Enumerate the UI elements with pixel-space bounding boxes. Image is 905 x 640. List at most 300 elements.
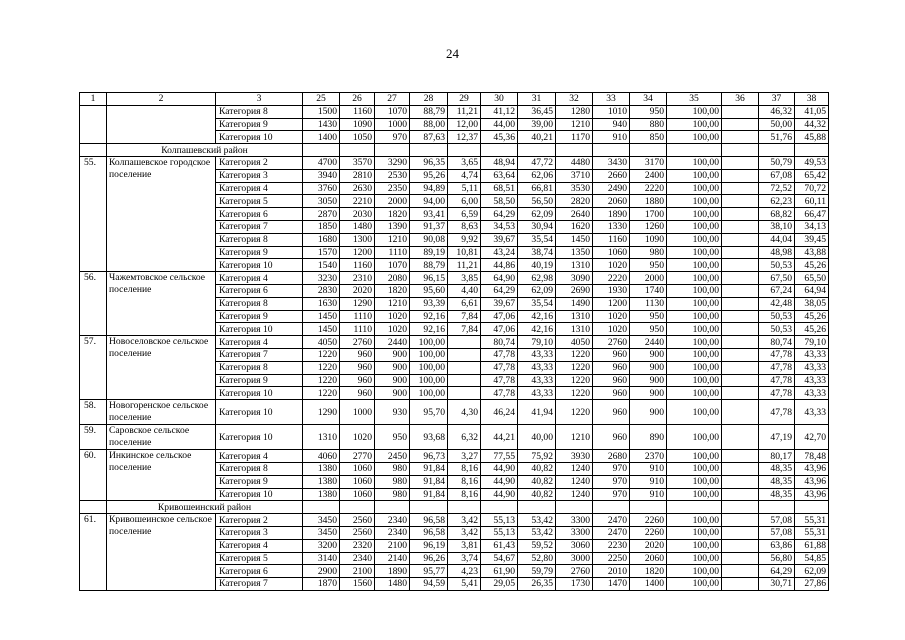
- value-cell: 3230: [303, 272, 340, 285]
- value-cell: 1000: [375, 118, 410, 131]
- value-cell: 100,00: [667, 182, 722, 195]
- value-cell: 960: [593, 400, 630, 425]
- category-cell: Категория 10: [216, 400, 303, 425]
- value-cell: 960: [340, 361, 375, 374]
- value-cell: 980: [375, 462, 410, 475]
- value-cell: 900: [630, 361, 667, 374]
- header-cell: 27: [375, 93, 410, 106]
- value-cell: 1540: [303, 259, 340, 272]
- value-cell: 2440: [375, 336, 410, 349]
- value-cell: 48,35: [759, 462, 795, 475]
- value-cell: 53,42: [518, 526, 556, 539]
- value-cell: 54,85: [795, 552, 829, 565]
- value-cell: 3,42: [448, 526, 481, 539]
- value-cell: 96,19: [410, 539, 448, 552]
- value-cell: 1380: [303, 462, 340, 475]
- value-cell: 2560: [340, 526, 375, 539]
- header-cell: 1: [80, 93, 107, 106]
- settlement-name: Саровское сельское поселение: [107, 425, 216, 450]
- value-cell: 91,37: [410, 220, 448, 233]
- value-cell: 4,23: [448, 565, 481, 578]
- value-cell: 64,90: [481, 272, 518, 285]
- value-cell: 48,35: [759, 488, 795, 501]
- value-cell: 2640: [556, 208, 593, 221]
- value-cell: 3710: [556, 169, 593, 182]
- value-cell: 49,53: [795, 156, 829, 169]
- value-cell: 950: [630, 323, 667, 336]
- value-cell: 1630: [303, 297, 340, 310]
- value-cell: 5,11: [448, 182, 481, 195]
- value-cell: 1470: [593, 578, 630, 591]
- value-cell: 970: [593, 462, 630, 475]
- region-empty-cell: [80, 144, 107, 157]
- settlement-number: 59.: [80, 425, 107, 450]
- value-cell: [722, 182, 759, 195]
- region-empty-cell: [303, 501, 340, 514]
- value-cell: 92,16: [410, 323, 448, 336]
- value-cell: 47,78: [759, 348, 795, 361]
- value-cell: 26,35: [518, 578, 556, 591]
- value-cell: 11,21: [448, 105, 481, 118]
- value-cell: 44,21: [481, 425, 518, 450]
- value-cell: [722, 336, 759, 349]
- value-cell: 11,21: [448, 259, 481, 272]
- value-cell: 2060: [630, 552, 667, 565]
- value-cell: 64,94: [795, 284, 829, 297]
- value-cell: 1380: [303, 488, 340, 501]
- value-cell: [722, 297, 759, 310]
- value-cell: 1300: [340, 233, 375, 246]
- value-cell: 3530: [556, 182, 593, 195]
- value-cell: 1160: [593, 233, 630, 246]
- value-cell: 960: [593, 361, 630, 374]
- value-cell: 80,74: [759, 336, 795, 349]
- value-cell: 51,76: [759, 131, 795, 144]
- value-cell: [722, 233, 759, 246]
- value-cell: 2490: [593, 182, 630, 195]
- value-cell: 1310: [556, 310, 593, 323]
- value-cell: 880: [630, 118, 667, 131]
- region-empty-cell: [375, 501, 410, 514]
- value-cell: 95,77: [410, 565, 448, 578]
- value-cell: [722, 374, 759, 387]
- value-cell: [722, 539, 759, 552]
- value-cell: 1310: [303, 425, 340, 450]
- value-cell: 30,71: [759, 578, 795, 591]
- value-cell: 47,78: [759, 374, 795, 387]
- value-cell: 890: [630, 425, 667, 450]
- value-cell: 1220: [303, 361, 340, 374]
- value-cell: 27,86: [795, 578, 829, 591]
- value-cell: 60,11: [795, 195, 829, 208]
- value-cell: 3050: [303, 195, 340, 208]
- value-cell: 43,33: [795, 400, 829, 425]
- value-cell: 1290: [303, 400, 340, 425]
- value-cell: 2340: [375, 514, 410, 527]
- value-cell: 43,33: [795, 348, 829, 361]
- category-cell: Категория 6: [216, 565, 303, 578]
- value-cell: 3450: [303, 526, 340, 539]
- value-cell: 3,74: [448, 552, 481, 565]
- value-cell: [722, 425, 759, 450]
- value-cell: [722, 310, 759, 323]
- value-cell: 43,24: [481, 246, 518, 259]
- value-cell: 100,00: [667, 387, 722, 400]
- value-cell: [448, 361, 481, 374]
- value-cell: 43,33: [795, 387, 829, 400]
- category-cell: Категория 6: [216, 284, 303, 297]
- value-cell: 36,45: [518, 105, 556, 118]
- category-cell: Категория 10: [216, 387, 303, 400]
- value-cell: 960: [593, 387, 630, 400]
- value-cell: 72,52: [759, 182, 795, 195]
- value-cell: 46,32: [759, 105, 795, 118]
- value-cell: [722, 131, 759, 144]
- value-cell: 89,19: [410, 246, 448, 259]
- header-cell: 34: [630, 93, 667, 106]
- value-cell: 4700: [303, 156, 340, 169]
- region-empty-cell: [593, 501, 630, 514]
- value-cell: 4480: [556, 156, 593, 169]
- value-cell: 65,50: [795, 272, 829, 285]
- category-cell: Категория 10: [216, 323, 303, 336]
- value-cell: 1260: [630, 220, 667, 233]
- value-cell: 80,74: [481, 336, 518, 349]
- value-cell: 1020: [593, 323, 630, 336]
- value-cell: 44,90: [481, 462, 518, 475]
- value-cell: 930: [375, 400, 410, 425]
- value-cell: 62,09: [518, 208, 556, 221]
- category-cell: Категория 5: [216, 552, 303, 565]
- value-cell: 100,00: [667, 284, 722, 297]
- value-cell: 3430: [593, 156, 630, 169]
- header-cell: 28: [410, 93, 448, 106]
- value-cell: 980: [630, 246, 667, 259]
- value-cell: [722, 169, 759, 182]
- value-cell: 38,74: [518, 246, 556, 259]
- value-cell: 1390: [375, 220, 410, 233]
- value-cell: 8,16: [448, 475, 481, 488]
- table-row: [80, 105, 829, 118]
- value-cell: 6,59: [448, 208, 481, 221]
- category-cell: Категория 5: [216, 195, 303, 208]
- value-cell: 1020: [593, 310, 630, 323]
- value-cell: 44,32: [795, 118, 829, 131]
- value-cell: 43,96: [795, 488, 829, 501]
- value-cell: 57,08: [759, 526, 795, 539]
- value-cell: 3450: [303, 514, 340, 527]
- value-cell: 50,53: [759, 259, 795, 272]
- settlement-number: 55.: [80, 156, 107, 271]
- value-cell: 29,05: [481, 578, 518, 591]
- value-cell: 96,58: [410, 514, 448, 527]
- value-cell: 47,72: [518, 156, 556, 169]
- value-cell: 900: [375, 361, 410, 374]
- table-row: [80, 450, 829, 463]
- region-empty-cell: [556, 144, 593, 157]
- value-cell: [448, 374, 481, 387]
- value-cell: 91,84: [410, 475, 448, 488]
- region-empty-cell: [518, 144, 556, 157]
- value-cell: [722, 387, 759, 400]
- value-cell: 100,00: [667, 475, 722, 488]
- value-cell: 100,00: [667, 246, 722, 259]
- value-cell: 960: [340, 348, 375, 361]
- category-cell: Категория 9: [216, 310, 303, 323]
- value-cell: 1930: [593, 284, 630, 297]
- value-cell: [722, 323, 759, 336]
- value-cell: 100,00: [667, 272, 722, 285]
- category-cell: Категория 10: [216, 425, 303, 450]
- region-empty-cell: [375, 144, 410, 157]
- value-cell: 2100: [375, 539, 410, 552]
- region-row: [80, 501, 829, 514]
- category-cell: Категория 7: [216, 578, 303, 591]
- value-cell: 64,29: [481, 284, 518, 297]
- value-cell: 39,45: [795, 233, 829, 246]
- value-cell: 2220: [593, 272, 630, 285]
- value-cell: 62,09: [795, 565, 829, 578]
- value-cell: 1700: [630, 208, 667, 221]
- value-cell: 43,88: [795, 246, 829, 259]
- settlement-name: Новоселовское сельское поселение: [107, 336, 216, 400]
- category-cell: Категория 8: [216, 462, 303, 475]
- value-cell: 960: [593, 425, 630, 450]
- region-empty-cell: [340, 144, 375, 157]
- value-cell: 100,00: [667, 348, 722, 361]
- category-cell: Категория 8: [216, 297, 303, 310]
- value-cell: 100,00: [667, 565, 722, 578]
- value-cell: 100,00: [667, 462, 722, 475]
- value-cell: 960: [593, 374, 630, 387]
- value-cell: [722, 526, 759, 539]
- value-cell: 2260: [630, 514, 667, 527]
- value-cell: 4060: [303, 450, 340, 463]
- value-cell: 57,08: [759, 514, 795, 527]
- region-empty-cell: [759, 501, 795, 514]
- settlement-number: 56.: [80, 272, 107, 336]
- value-cell: 42,16: [518, 323, 556, 336]
- value-cell: 1210: [375, 297, 410, 310]
- value-cell: 2250: [593, 552, 630, 565]
- value-cell: [448, 387, 481, 400]
- value-cell: 910: [630, 475, 667, 488]
- value-cell: 43,33: [518, 374, 556, 387]
- value-cell: 100,00: [667, 105, 722, 118]
- value-cell: 41,12: [481, 105, 518, 118]
- value-cell: 61,43: [481, 539, 518, 552]
- category-cell: Категория 7: [216, 348, 303, 361]
- value-cell: 67,50: [759, 272, 795, 285]
- value-cell: 2370: [630, 450, 667, 463]
- value-cell: 2820: [556, 195, 593, 208]
- value-cell: 900: [630, 387, 667, 400]
- value-cell: 63,64: [481, 169, 518, 182]
- value-cell: 94,89: [410, 182, 448, 195]
- value-cell: 55,13: [481, 526, 518, 539]
- value-cell: [722, 348, 759, 361]
- value-cell: 2900: [303, 565, 340, 578]
- value-cell: 1220: [556, 374, 593, 387]
- table-row: [80, 425, 829, 450]
- value-cell: 66,47: [795, 208, 829, 221]
- header-cell: 35: [667, 93, 722, 106]
- value-cell: 1020: [340, 425, 375, 450]
- header-cell: 26: [340, 93, 375, 106]
- value-cell: 1400: [630, 578, 667, 591]
- value-cell: 100,00: [667, 208, 722, 221]
- value-cell: 55,13: [481, 514, 518, 527]
- value-cell: 2760: [593, 336, 630, 349]
- value-cell: [722, 220, 759, 233]
- value-cell: 1070: [375, 259, 410, 272]
- value-cell: 39,00: [518, 118, 556, 131]
- value-cell: 68,51: [481, 182, 518, 195]
- category-cell: Категория 2: [216, 514, 303, 527]
- value-cell: 100,00: [667, 552, 722, 565]
- value-cell: 1020: [375, 323, 410, 336]
- value-cell: [722, 272, 759, 285]
- value-cell: [722, 208, 759, 221]
- value-cell: 1010: [593, 105, 630, 118]
- value-cell: 2470: [593, 526, 630, 539]
- value-cell: 980: [375, 488, 410, 501]
- value-cell: 1060: [340, 475, 375, 488]
- value-cell: 2440: [630, 336, 667, 349]
- value-cell: [722, 195, 759, 208]
- value-cell: 100,00: [667, 526, 722, 539]
- value-cell: 55,31: [795, 526, 829, 539]
- value-cell: 100,00: [667, 488, 722, 501]
- value-cell: 960: [593, 348, 630, 361]
- region-empty-cell: [667, 144, 722, 157]
- header-cell: 33: [593, 93, 630, 106]
- value-cell: 2310: [340, 272, 375, 285]
- value-cell: 2810: [340, 169, 375, 182]
- value-cell: 2060: [593, 195, 630, 208]
- table-row: [80, 156, 829, 169]
- value-cell: 41,05: [795, 105, 829, 118]
- value-cell: 100,00: [667, 450, 722, 463]
- region-empty-cell: [303, 144, 340, 157]
- value-cell: 47,78: [481, 387, 518, 400]
- category-cell: Категория 9: [216, 246, 303, 259]
- value-cell: 1450: [556, 233, 593, 246]
- region-empty-cell: [518, 501, 556, 514]
- value-cell: 2350: [375, 182, 410, 195]
- value-cell: 67,08: [759, 169, 795, 182]
- value-cell: 1210: [375, 233, 410, 246]
- value-cell: [722, 246, 759, 259]
- value-cell: 950: [630, 259, 667, 272]
- value-cell: 1020: [375, 310, 410, 323]
- value-cell: 45,26: [795, 323, 829, 336]
- value-cell: 91,84: [410, 462, 448, 475]
- value-cell: 58,50: [481, 195, 518, 208]
- value-cell: 2020: [340, 284, 375, 297]
- settlement-number: 61.: [80, 514, 107, 591]
- category-cell: Категория 6: [216, 208, 303, 221]
- value-cell: 1220: [556, 361, 593, 374]
- value-cell: 100,00: [410, 348, 448, 361]
- value-cell: 900: [630, 348, 667, 361]
- value-cell: 1210: [556, 425, 593, 450]
- value-cell: 47,78: [481, 361, 518, 374]
- header-cell: 37: [759, 93, 795, 106]
- value-cell: 40,19: [518, 259, 556, 272]
- header-cell: 32: [556, 93, 593, 106]
- value-cell: 96,15: [410, 272, 448, 285]
- value-cell: 47,78: [481, 374, 518, 387]
- value-cell: 2680: [593, 450, 630, 463]
- value-cell: [448, 348, 481, 361]
- value-cell: 10,81: [448, 246, 481, 259]
- value-cell: 100,00: [410, 361, 448, 374]
- settlement-name: Инкинское сельское поселение: [107, 450, 216, 501]
- value-cell: 1090: [630, 233, 667, 246]
- value-cell: 50,79: [759, 156, 795, 169]
- value-cell: 100,00: [667, 156, 722, 169]
- value-cell: 95,60: [410, 284, 448, 297]
- value-cell: 3300: [556, 526, 593, 539]
- value-cell: 960: [340, 374, 375, 387]
- value-cell: 43,33: [518, 361, 556, 374]
- value-cell: 44,04: [759, 233, 795, 246]
- settlement-name: Чажемтовское сельское поселение: [107, 272, 216, 336]
- value-cell: 44,90: [481, 488, 518, 501]
- region-empty-cell: [722, 501, 759, 514]
- value-cell: 1220: [556, 400, 593, 425]
- value-cell: 900: [375, 348, 410, 361]
- value-cell: 4,40: [448, 284, 481, 297]
- value-cell: 3,42: [448, 514, 481, 527]
- value-cell: 100,00: [667, 220, 722, 233]
- value-cell: 900: [630, 400, 667, 425]
- region-label: Кривошеинский район: [107, 501, 303, 514]
- value-cell: 1820: [630, 565, 667, 578]
- value-cell: 47,06: [481, 310, 518, 323]
- value-cell: 1890: [593, 208, 630, 221]
- value-cell: 1220: [303, 348, 340, 361]
- value-cell: 2340: [375, 526, 410, 539]
- value-cell: 8,16: [448, 462, 481, 475]
- value-cell: 78,48: [795, 450, 829, 463]
- value-cell: 1290: [340, 297, 375, 310]
- value-cell: 91,84: [410, 488, 448, 501]
- value-cell: 9,92: [448, 233, 481, 246]
- value-cell: 2210: [340, 195, 375, 208]
- value-cell: 2220: [630, 182, 667, 195]
- value-cell: 1220: [556, 387, 593, 400]
- value-cell: 2000: [375, 195, 410, 208]
- region-empty-cell: [448, 144, 481, 157]
- value-cell: 59,79: [518, 565, 556, 578]
- region-label: Колпашевский район: [107, 144, 303, 157]
- value-cell: 62,23: [759, 195, 795, 208]
- value-cell: 47,78: [759, 361, 795, 374]
- value-cell: 1110: [375, 246, 410, 259]
- value-cell: 100,00: [667, 297, 722, 310]
- value-cell: 7,84: [448, 310, 481, 323]
- value-cell: 48,94: [481, 156, 518, 169]
- value-cell: 94,59: [410, 578, 448, 591]
- category-cell: Категория 4: [216, 272, 303, 285]
- value-cell: 1240: [556, 488, 593, 501]
- value-cell: 3090: [556, 272, 593, 285]
- value-cell: 2030: [340, 208, 375, 221]
- value-cell: 2400: [630, 169, 667, 182]
- value-cell: 12,37: [448, 131, 481, 144]
